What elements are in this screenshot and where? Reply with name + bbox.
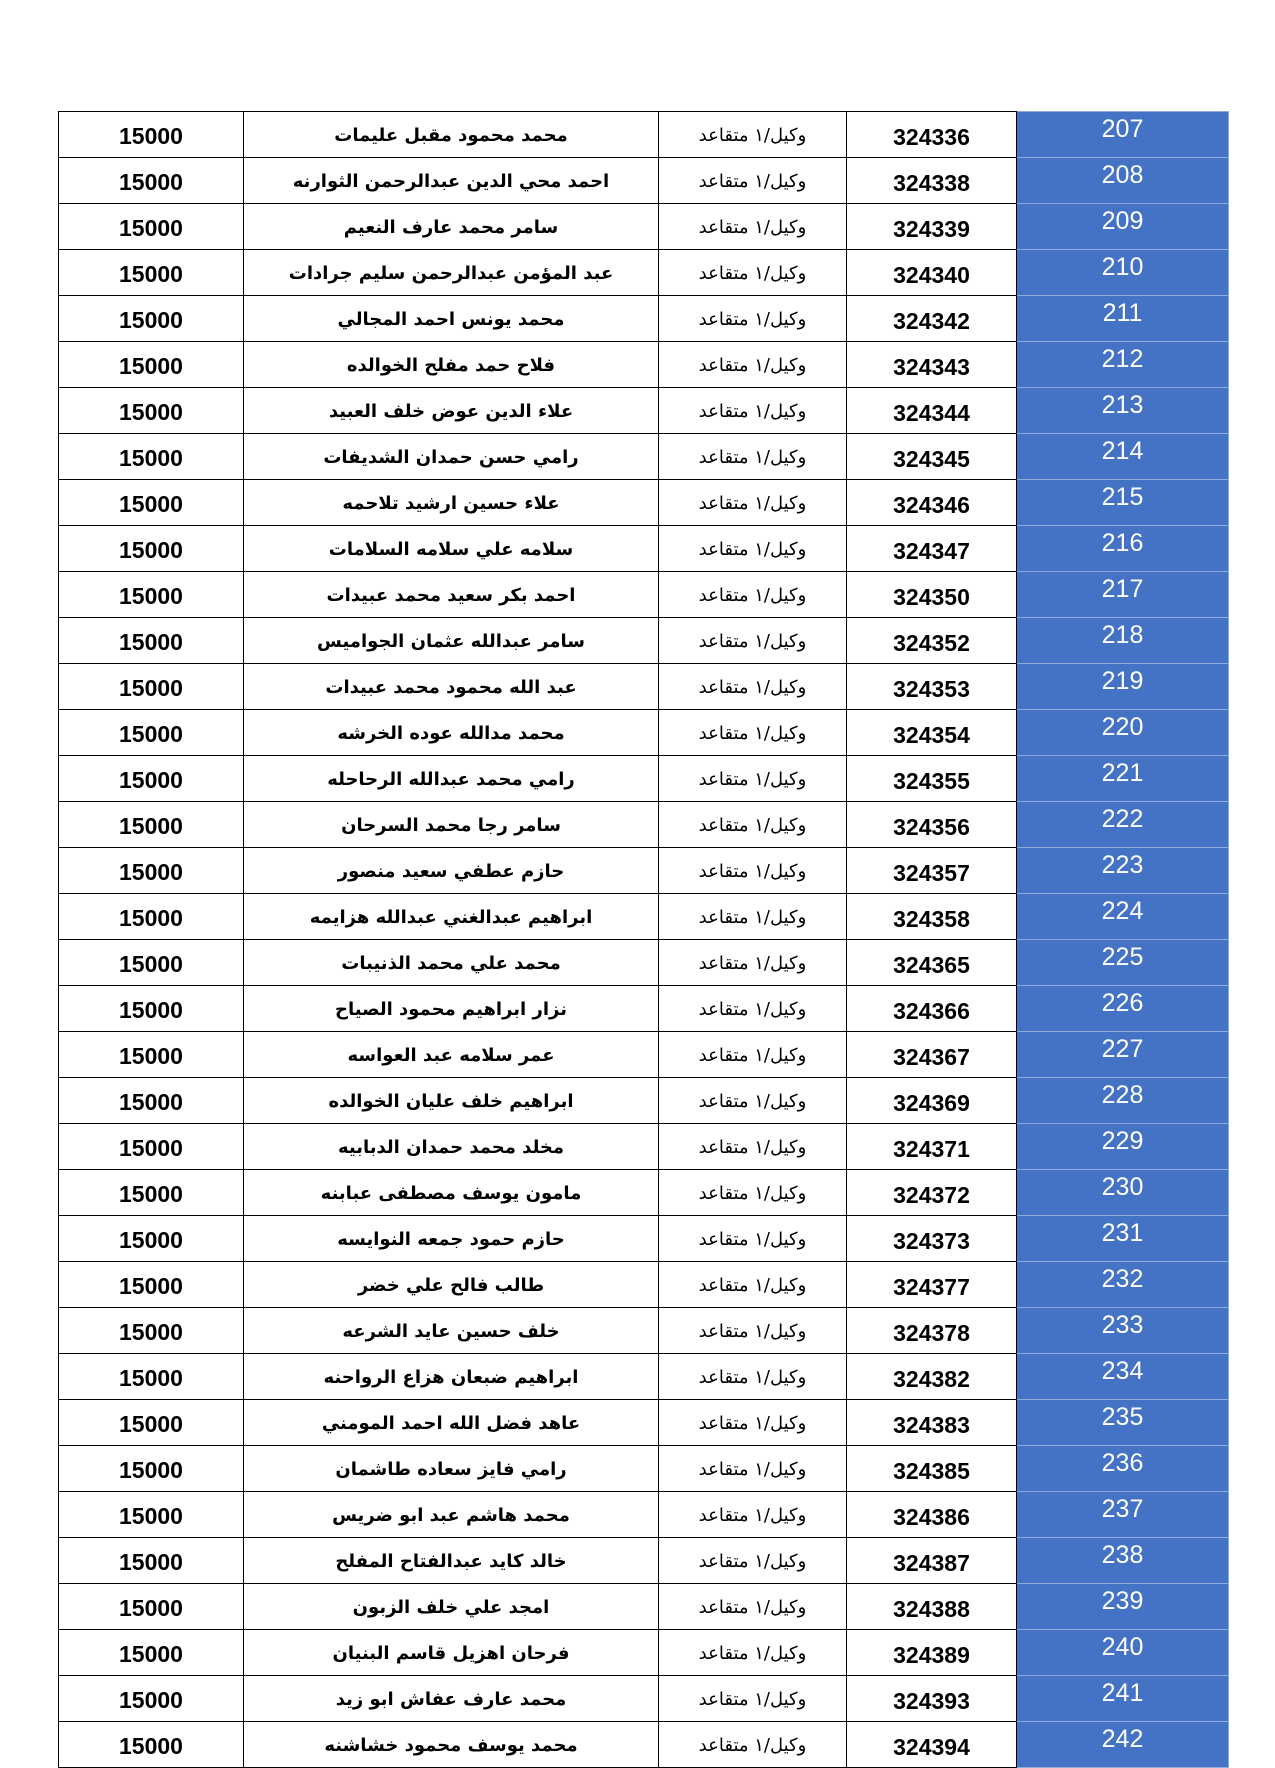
name-cell: حازم عطفي سعيد منصور (244, 848, 659, 894)
table-row (59, 1630, 1229, 1676)
sequence-number-cell: 212 (1017, 342, 1229, 388)
rank-cell: وكيل/١ متقاعد (659, 1584, 847, 1630)
table-row (59, 618, 1229, 664)
sequence-number-cell: 226 (1017, 986, 1229, 1032)
sequence-number-cell: 233 (1017, 1308, 1229, 1354)
name-cell: محمد مدالله عوده الخرشه (244, 710, 659, 756)
table-row (59, 1400, 1229, 1446)
table-row (59, 342, 1229, 388)
rank-cell: وكيل/١ متقاعد (659, 1032, 847, 1078)
rank-cell: وكيل/١ متقاعد (659, 848, 847, 894)
table-row (59, 1492, 1229, 1538)
name-cell: محمد يونس احمد المجالي (244, 296, 659, 342)
amount-cell: 15000 (59, 1216, 244, 1262)
rank-cell: وكيل/١ متقاعد (659, 894, 847, 940)
rank-cell: وكيل/١ متقاعد (659, 1722, 847, 1768)
document-page (58, 111, 1228, 1768)
amount-cell: 15000 (59, 986, 244, 1032)
name-cell: امجد علي خلف الزبون (244, 1584, 659, 1630)
sequence-number-cell: 216 (1017, 526, 1229, 572)
id-number-cell: 324336 (847, 112, 1017, 158)
amount-cell: 15000 (59, 618, 244, 664)
name-cell: ابراهيم ضبعان هزاع الرواحنه (244, 1354, 659, 1400)
id-number-cell: 324387 (847, 1538, 1017, 1584)
id-number-cell: 324388 (847, 1584, 1017, 1630)
amount-cell: 15000 (59, 756, 244, 802)
amount-cell: 15000 (59, 1584, 244, 1630)
rank-cell: وكيل/١ متقاعد (659, 1446, 847, 1492)
name-cell: محمد هاشم عبد ابو ضريس (244, 1492, 659, 1538)
sequence-number-cell: 229 (1017, 1124, 1229, 1170)
amount-cell: 15000 (59, 664, 244, 710)
table-row (59, 802, 1229, 848)
rank-cell: وكيل/١ متقاعد (659, 434, 847, 480)
table-row (59, 1722, 1229, 1768)
sequence-number-cell: 241 (1017, 1676, 1229, 1722)
amount-cell: 15000 (59, 388, 244, 434)
id-number-cell: 324373 (847, 1216, 1017, 1262)
rank-cell: وكيل/١ متقاعد (659, 1124, 847, 1170)
id-number-cell: 324383 (847, 1400, 1017, 1446)
name-cell: محمد محمود مقبل عليمات (244, 112, 659, 158)
sequence-number-cell: 227 (1017, 1032, 1229, 1078)
table-row (59, 158, 1229, 204)
id-number-cell: 324372 (847, 1170, 1017, 1216)
sequence-number-cell: 207 (1017, 112, 1229, 158)
id-number-cell: 324386 (847, 1492, 1017, 1538)
amount-cell: 15000 (59, 710, 244, 756)
name-cell: عاهد فضل الله احمد المومني (244, 1400, 659, 1446)
id-number-cell: 324352 (847, 618, 1017, 664)
amount-cell: 15000 (59, 1170, 244, 1216)
name-cell: عمر سلامه عبد العواسه (244, 1032, 659, 1078)
table-row (59, 480, 1229, 526)
name-cell: محمد عارف عفاش ابو زيد (244, 1676, 659, 1722)
amount-cell: 15000 (59, 940, 244, 986)
name-cell: رامي محمد عبدالله الرحاحله (244, 756, 659, 802)
id-number-cell: 324389 (847, 1630, 1017, 1676)
rank-cell: وكيل/١ متقاعد (659, 112, 847, 158)
rank-cell: وكيل/١ متقاعد (659, 1400, 847, 1446)
table-row (59, 1032, 1229, 1078)
id-number-cell: 324355 (847, 756, 1017, 802)
rank-cell: وكيل/١ متقاعد (659, 296, 847, 342)
sequence-number-cell: 238 (1017, 1538, 1229, 1584)
rank-cell: وكيل/١ متقاعد (659, 802, 847, 848)
id-number-cell: 324366 (847, 986, 1017, 1032)
amount-cell: 15000 (59, 1032, 244, 1078)
name-cell: خالد كايد عبدالفتاح المفلح (244, 1538, 659, 1584)
name-cell: محمد علي محمد الذنيبات (244, 940, 659, 986)
rank-cell: وكيل/١ متقاعد (659, 756, 847, 802)
name-cell: حازم حمود جمعه النوايسه (244, 1216, 659, 1262)
sequence-number-cell: 217 (1017, 572, 1229, 618)
rank-cell: وكيل/١ متقاعد (659, 526, 847, 572)
sequence-number-cell: 234 (1017, 1354, 1229, 1400)
rank-cell: وكيل/١ متقاعد (659, 480, 847, 526)
name-cell: احمد محي الدين عبدالرحمن الثوارنه (244, 158, 659, 204)
personnel-table (58, 111, 1229, 1768)
id-number-cell: 324371 (847, 1124, 1017, 1170)
amount-cell: 15000 (59, 342, 244, 388)
table-row (59, 112, 1229, 158)
table-row (59, 250, 1229, 296)
name-cell: علاء الدين عوض خلف العبيد (244, 388, 659, 434)
name-cell: سامر عبدالله عثمان الجواميس (244, 618, 659, 664)
rank-cell: وكيل/١ متقاعد (659, 1538, 847, 1584)
sequence-number-cell: 230 (1017, 1170, 1229, 1216)
table-row (59, 1262, 1229, 1308)
table-row (59, 986, 1229, 1032)
rank-cell: وكيل/١ متقاعد (659, 1354, 847, 1400)
id-number-cell: 324357 (847, 848, 1017, 894)
table-row (59, 1308, 1229, 1354)
name-cell: مخلد محمد حمدان الدبابيه (244, 1124, 659, 1170)
name-cell: ابراهيم عبدالغني عبدالله هزايمه (244, 894, 659, 940)
sequence-number-cell: 239 (1017, 1584, 1229, 1630)
table-row (59, 1446, 1229, 1492)
sequence-number-cell: 213 (1017, 388, 1229, 434)
name-cell: عبد الله محمود محمد عبيدات (244, 664, 659, 710)
sequence-number-cell: 214 (1017, 434, 1229, 480)
amount-cell: 15000 (59, 1400, 244, 1446)
amount-cell: 15000 (59, 112, 244, 158)
amount-cell: 15000 (59, 572, 244, 618)
rank-cell: وكيل/١ متقاعد (659, 1262, 847, 1308)
sequence-number-cell: 219 (1017, 664, 1229, 710)
id-number-cell: 324347 (847, 526, 1017, 572)
name-cell: سلامه علي سلامه السلامات (244, 526, 659, 572)
table-row (59, 710, 1229, 756)
sequence-number-cell: 215 (1017, 480, 1229, 526)
table-row (59, 664, 1229, 710)
table-row (59, 434, 1229, 480)
amount-cell: 15000 (59, 1630, 244, 1676)
name-cell: احمد بكر سعيد محمد عبيدات (244, 572, 659, 618)
id-number-cell: 324345 (847, 434, 1017, 480)
name-cell: رامي فايز سعاده طاشمان (244, 1446, 659, 1492)
amount-cell: 15000 (59, 802, 244, 848)
id-number-cell: 324356 (847, 802, 1017, 848)
id-number-cell: 324367 (847, 1032, 1017, 1078)
rank-cell: وكيل/١ متقاعد (659, 986, 847, 1032)
id-number-cell: 324385 (847, 1446, 1017, 1492)
rank-cell: وكيل/١ متقاعد (659, 1078, 847, 1124)
rank-cell: وكيل/١ متقاعد (659, 388, 847, 434)
name-cell: سامر رجا محمد السرحان (244, 802, 659, 848)
sequence-number-cell: 220 (1017, 710, 1229, 756)
name-cell: فلاح حمد مفلح الخوالده (244, 342, 659, 388)
sequence-number-cell: 242 (1017, 1722, 1229, 1768)
amount-cell: 15000 (59, 296, 244, 342)
table-row (59, 1538, 1229, 1584)
id-number-cell: 324346 (847, 480, 1017, 526)
table-row (59, 1676, 1229, 1722)
amount-cell: 15000 (59, 1722, 244, 1768)
sequence-number-cell: 209 (1017, 204, 1229, 250)
id-number-cell: 324382 (847, 1354, 1017, 1400)
sequence-number-cell: 225 (1017, 940, 1229, 986)
rank-cell: وكيل/١ متقاعد (659, 342, 847, 388)
id-number-cell: 324343 (847, 342, 1017, 388)
name-cell: مامون يوسف مصطفى عبابنه (244, 1170, 659, 1216)
amount-cell: 15000 (59, 1676, 244, 1722)
rank-cell: وكيل/١ متقاعد (659, 1170, 847, 1216)
rank-cell: وكيل/١ متقاعد (659, 1676, 847, 1722)
rank-cell: وكيل/١ متقاعد (659, 618, 847, 664)
sequence-number-cell: 218 (1017, 618, 1229, 664)
table-row (59, 1354, 1229, 1400)
rank-cell: وكيل/١ متقاعد (659, 664, 847, 710)
sequence-number-cell: 240 (1017, 1630, 1229, 1676)
amount-cell: 15000 (59, 204, 244, 250)
amount-cell: 15000 (59, 526, 244, 572)
table-row (59, 204, 1229, 250)
table-body (59, 112, 1229, 1768)
name-cell: علاء حسين ارشيد تلاحمه (244, 480, 659, 526)
id-number-cell: 324365 (847, 940, 1017, 986)
table-row (59, 572, 1229, 618)
table-row (59, 940, 1229, 986)
table-row (59, 1078, 1229, 1124)
name-cell: خلف حسين عايد الشرعه (244, 1308, 659, 1354)
id-number-cell: 324394 (847, 1722, 1017, 1768)
name-cell: عبد المؤمن عبدالرحمن سليم جرادات (244, 250, 659, 296)
rank-cell: وكيل/١ متقاعد (659, 1308, 847, 1354)
amount-cell: 15000 (59, 1124, 244, 1170)
table-row (59, 756, 1229, 802)
table-row (59, 388, 1229, 434)
id-number-cell: 324377 (847, 1262, 1017, 1308)
amount-cell: 15000 (59, 1492, 244, 1538)
name-cell: محمد يوسف محمود خشاشنه (244, 1722, 659, 1768)
amount-cell: 15000 (59, 434, 244, 480)
rank-cell: وكيل/١ متقاعد (659, 204, 847, 250)
table-row (59, 1216, 1229, 1262)
id-number-cell: 324338 (847, 158, 1017, 204)
amount-cell: 15000 (59, 1446, 244, 1492)
sequence-number-cell: 221 (1017, 756, 1229, 802)
amount-cell: 15000 (59, 480, 244, 526)
rank-cell: وكيل/١ متقاعد (659, 1216, 847, 1262)
id-number-cell: 324342 (847, 296, 1017, 342)
id-number-cell: 324378 (847, 1308, 1017, 1354)
amount-cell: 15000 (59, 848, 244, 894)
amount-cell: 15000 (59, 1078, 244, 1124)
table-row (59, 1124, 1229, 1170)
amount-cell: 15000 (59, 894, 244, 940)
id-number-cell: 324393 (847, 1676, 1017, 1722)
name-cell: فرحان اهزيل قاسم البنيان (244, 1630, 659, 1676)
rank-cell: وكيل/١ متقاعد (659, 250, 847, 296)
id-number-cell: 324354 (847, 710, 1017, 756)
table-row (59, 1584, 1229, 1630)
name-cell: سامر محمد عارف النعيم (244, 204, 659, 250)
id-number-cell: 324340 (847, 250, 1017, 296)
amount-cell: 15000 (59, 1354, 244, 1400)
amount-cell: 15000 (59, 250, 244, 296)
sequence-number-cell: 237 (1017, 1492, 1229, 1538)
rank-cell: وكيل/١ متقاعد (659, 158, 847, 204)
sequence-number-cell: 231 (1017, 1216, 1229, 1262)
sequence-number-cell: 208 (1017, 158, 1229, 204)
table-row (59, 526, 1229, 572)
rank-cell: وكيل/١ متقاعد (659, 572, 847, 618)
table-row (59, 296, 1229, 342)
sequence-number-cell: 223 (1017, 848, 1229, 894)
name-cell: رامي حسن حمدان الشديفات (244, 434, 659, 480)
id-number-cell: 324353 (847, 664, 1017, 710)
rank-cell: وكيل/١ متقاعد (659, 1492, 847, 1538)
name-cell: طالب فالح علي خضر (244, 1262, 659, 1308)
rank-cell: وكيل/١ متقاعد (659, 940, 847, 986)
sequence-number-cell: 211 (1017, 296, 1229, 342)
sequence-number-cell: 210 (1017, 250, 1229, 296)
amount-cell: 15000 (59, 1308, 244, 1354)
name-cell: نزار ابراهيم محمود الصياح (244, 986, 659, 1032)
amount-cell: 15000 (59, 1538, 244, 1584)
id-number-cell: 324344 (847, 388, 1017, 434)
id-number-cell: 324350 (847, 572, 1017, 618)
id-number-cell: 324358 (847, 894, 1017, 940)
sequence-number-cell: 235 (1017, 1400, 1229, 1446)
sequence-number-cell: 222 (1017, 802, 1229, 848)
amount-cell: 15000 (59, 1262, 244, 1308)
id-number-cell: 324369 (847, 1078, 1017, 1124)
sequence-number-cell: 236 (1017, 1446, 1229, 1492)
name-cell: ابراهيم خلف عليان الخوالده (244, 1078, 659, 1124)
sequence-number-cell: 232 (1017, 1262, 1229, 1308)
sequence-number-cell: 228 (1017, 1078, 1229, 1124)
table-row (59, 1170, 1229, 1216)
rank-cell: وكيل/١ متقاعد (659, 1630, 847, 1676)
table-row (59, 894, 1229, 940)
table-row (59, 848, 1229, 894)
amount-cell: 15000 (59, 158, 244, 204)
rank-cell: وكيل/١ متقاعد (659, 710, 847, 756)
id-number-cell: 324339 (847, 204, 1017, 250)
sequence-number-cell: 224 (1017, 894, 1229, 940)
